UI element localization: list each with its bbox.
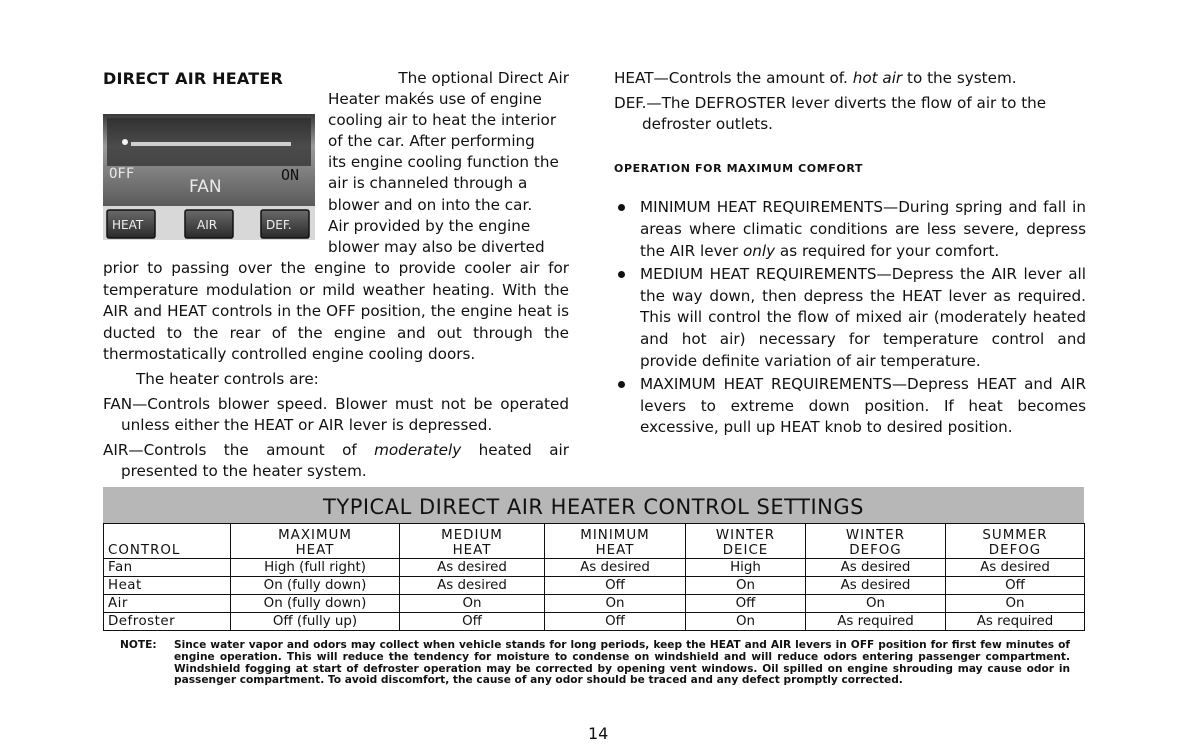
- table-row: [104, 559, 1085, 577]
- bullet-maximum-heat: [614, 374, 1086, 439]
- note-text: Since water vapor and odors may collect when vehicle stands for long periods, keep the HEAT and AIR levers in OFF position for first few minutes of engine operation. This will reduce the tendency for moisture to condense on windshield and will reduce odors entering passenger compartment. Windshield fogging at start of defroster operation may be corrected by opening vent windows. Oil spilled on engine shrouding may cause odor in passenger compartment. To avoid discomfort, the cause of any odor should be traced and any defect promptly corrected.: [174, 639, 1070, 687]
- bullet-text: MAXIMUM HEAT REQUIREMENTS—Depress HEAT and AIR levers to extreme down position. If heat becomes excessive, pull up HEAT knob to desired position.: [640, 375, 1086, 437]
- bullet-text: MINIMUM HEAT REQUIREMENTS—During spring and fall in areas where climatic conditions are less severe, depress the AIR lever: [640, 198, 1086, 260]
- panel-on-label: ON: [281, 166, 300, 184]
- header-line: MINIMUM: [580, 528, 650, 543]
- def-description: DEF.—The DEFROSTER lever diverts the flow of air to the defroster outlets.: [614, 93, 1047, 134]
- air-description: [103, 440, 569, 483]
- panel-heat-label: HEAT: [112, 218, 144, 232]
- intro-block: [103, 64, 569, 258]
- page-number: 14: [588, 724, 609, 743]
- table-cell: Air: [104, 595, 231, 613]
- controls-intro: The heater controls are:: [136, 369, 319, 388]
- header-line: MAXIMUM: [278, 528, 352, 543]
- bullet-text: MEDIUM HEAT REQUIREMENTS—Depress the AIR lever all the way down, then depress the HEAT lever as required. This will control the flow of mixed air (moderately heated and hot air) necessary for temperature control and provide definite variation of air temperature.: [640, 265, 1086, 370]
- table-cell: Off: [946, 577, 1085, 595]
- table-cell: On: [686, 613, 806, 631]
- header-summer-defog: [946, 524, 1085, 559]
- table-cell: Fan: [104, 559, 231, 577]
- table-cell: As required: [946, 613, 1085, 631]
- left-column: [103, 64, 569, 483]
- panel-def-label: DEF.: [266, 218, 292, 232]
- intro-line: Air provided by the engine: [328, 216, 531, 235]
- table-cell: On: [545, 595, 686, 613]
- table-cell: Defroster: [104, 613, 231, 631]
- table-cell: On: [946, 595, 1085, 613]
- fan-description: FAN—Controls blower speed. Blower must not be operated unless either the HEAT or AIR lever is depressed.: [103, 394, 569, 435]
- intro-line: cooling air to heat the interior: [328, 111, 557, 130]
- table-cell: On: [686, 577, 806, 595]
- header-line: WINTER: [715, 528, 776, 543]
- intro-line: Heater makés use of engine: [328, 90, 542, 109]
- bullet-dot-icon: [618, 204, 625, 211]
- bullet-medium-heat: [614, 264, 1086, 372]
- header-line: HEAT: [595, 543, 635, 558]
- table-cell: On (fully down): [231, 577, 400, 595]
- panel-air-label: AIR: [197, 218, 218, 232]
- table-cell: High: [686, 559, 806, 577]
- header-line: DEFOG: [988, 543, 1042, 558]
- header-line: WINTER: [845, 528, 906, 543]
- intro-line: The optional Direct Air: [398, 69, 569, 87]
- bullet-emphasis: only: [742, 241, 776, 260]
- table-cell: As desired: [946, 559, 1085, 577]
- intro-line: of the car. After performing: [328, 132, 535, 151]
- table-cell: Off (fully up): [231, 613, 400, 631]
- header-winter-deice: [686, 524, 806, 559]
- header-line: SUMMER: [982, 528, 1048, 543]
- slider-knob: [122, 139, 128, 145]
- section-heading: DIRECT AIR HEATER: [103, 69, 283, 88]
- table-row: [104, 577, 1085, 595]
- bullet-text-end: as required for your comfort.: [775, 241, 1000, 260]
- table-cell: As desired: [545, 559, 686, 577]
- table-cell: As required: [806, 613, 946, 631]
- header-medium-heat: [400, 524, 545, 559]
- table-cell: As desired: [806, 577, 946, 595]
- right-column: [614, 64, 1086, 439]
- header-line: HEAT: [295, 543, 335, 558]
- heat-text-end: to the system.: [902, 69, 1017, 87]
- table-title: TYPICAL DIRECT AIR HEATER CONTROL SETTINGS: [103, 487, 1084, 523]
- bullet-dot-icon: [618, 271, 625, 278]
- table-cell: On (fully down): [231, 595, 400, 613]
- intro-text: [328, 68, 569, 258]
- table-cell: High (full right): [231, 559, 400, 577]
- table-cell: Off: [400, 613, 545, 631]
- note-label: NOTE:: [120, 639, 157, 651]
- air-text: AIR—Controls the amount of: [103, 440, 375, 459]
- heat-emphasis: hot air: [852, 69, 903, 87]
- header-control: [104, 524, 231, 559]
- table-note: [120, 640, 1070, 687]
- table-row: [104, 595, 1085, 613]
- header-maximum-heat: [231, 524, 400, 559]
- table-cell: Off: [686, 595, 806, 613]
- table-header-row: [104, 524, 1085, 559]
- header-line: MEDIUM: [441, 528, 503, 543]
- panel-off-label: OFF: [109, 166, 135, 182]
- settings-table-block: [103, 487, 1084, 631]
- heat-description: [614, 68, 1086, 90]
- table-cell: Off: [545, 577, 686, 595]
- header-line: DEICE: [722, 543, 769, 558]
- subheading: OPERATION FOR MAXIMUM COMFORT: [614, 161, 864, 175]
- intro-line: its engine cooling function the: [328, 153, 559, 172]
- panel-fan-label: FAN: [189, 177, 222, 197]
- table-row: [104, 613, 1085, 631]
- header-line: HEAT: [452, 543, 492, 558]
- intro-line: air is channeled through a: [328, 174, 528, 193]
- table-cell: As desired: [400, 577, 545, 595]
- bullet-dot-icon: [618, 381, 625, 388]
- table-cell: Off: [545, 613, 686, 631]
- fan-slider-track: [131, 142, 291, 146]
- header-line: CONTROL: [108, 543, 181, 558]
- table-cell: As desired: [806, 559, 946, 577]
- settings-table: [103, 523, 1085, 631]
- heater-control-panel-illustration: [103, 114, 315, 240]
- table-cell: As desired: [400, 559, 545, 577]
- air-text-end: heated air presented to the heater system.: [121, 440, 569, 481]
- table-cell: Heat: [104, 577, 231, 595]
- header-minimum-heat: [545, 524, 686, 559]
- table-cell: On: [806, 595, 946, 613]
- header-winter-defog: [806, 524, 946, 559]
- table-cell: On: [400, 595, 545, 613]
- header-line: DEFOG: [849, 543, 902, 558]
- intro-line: blower and on into the car.: [328, 195, 533, 214]
- heat-text: HEAT—Controls the amount of.: [614, 69, 853, 87]
- bullet-minimum-heat: [614, 197, 1086, 262]
- intro-continued: prior to passing over the engine to provide cooler air for temperature modulation or mild weather heating. With the AIR and HEAT controls in the OFF position, the engine heat is ducted to the rear of the engine and out through the thermostatically controlled engine cooling doors.: [103, 259, 569, 364]
- intro-line: blower may also be diverted: [328, 237, 545, 256]
- air-emphasis: moderately: [374, 440, 462, 459]
